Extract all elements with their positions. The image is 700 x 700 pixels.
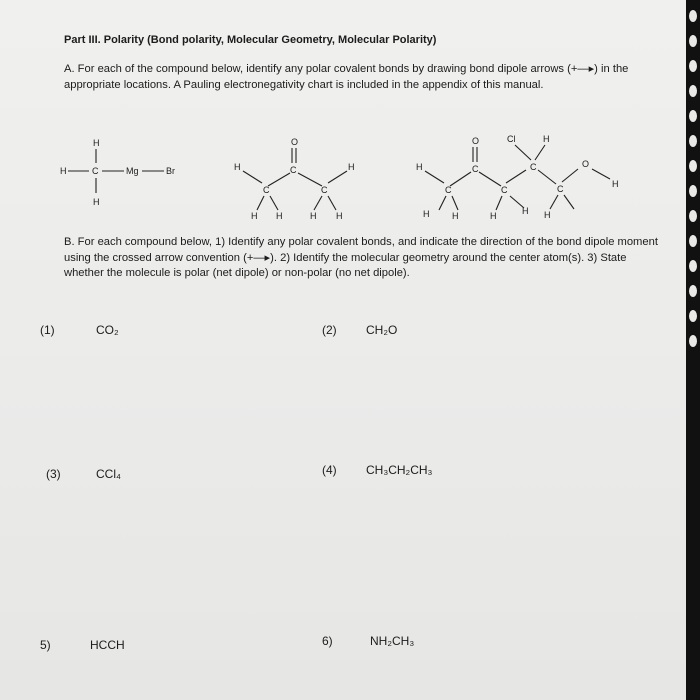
atom-c: C bbox=[445, 185, 452, 195]
binder-hole bbox=[689, 85, 697, 97]
atom-h: H bbox=[276, 211, 283, 221]
part-b-instructions bbox=[64, 235, 660, 282]
question-number: 5) bbox=[40, 638, 51, 652]
part-b-text-2: ). 2) Identify the molecular geometry around the center atom(s). 3) State whether the molecule is polar (net dipole) or non-polar (no net dipole). bbox=[64, 251, 627, 279]
binder-hole bbox=[689, 135, 697, 147]
question-formula: CCl₄ bbox=[96, 467, 121, 481]
atom-o: O bbox=[291, 137, 299, 147]
question-formula: HCCH bbox=[90, 638, 125, 652]
atom-h: H bbox=[423, 209, 430, 219]
molecule-structures bbox=[0, 0, 686, 230]
part-a-prefix: A. For each of the compound below, identify any polar covalent bonds by drawing bond dipole arrows bbox=[64, 63, 565, 75]
atom-h: H bbox=[543, 134, 550, 144]
binder-hole bbox=[689, 335, 697, 347]
atom-h: H bbox=[348, 162, 355, 172]
atom-h: H bbox=[544, 210, 551, 220]
binder-hole bbox=[689, 35, 697, 47]
binder-holes bbox=[686, 0, 700, 700]
atom-h: H bbox=[234, 162, 241, 172]
question-formula: CH₃CH₂CH₃ bbox=[366, 463, 433, 477]
part-b-text-1: B. For each compound below, 1) Identify any polar covalent bonds, and indicate the direction of the bond dipole moment using the crossed arrow convention ( bbox=[64, 236, 658, 264]
structure-ch3-mg-br bbox=[60, 138, 175, 207]
binder-hole bbox=[689, 160, 697, 172]
binder-hole bbox=[689, 260, 697, 272]
atom-h: H bbox=[522, 206, 529, 216]
atom-c: C bbox=[321, 185, 328, 195]
binder-hole bbox=[689, 285, 697, 297]
atom-c: C bbox=[92, 166, 99, 176]
binder-hole bbox=[689, 60, 697, 72]
dipole-arrow-symbol: +—▸ bbox=[246, 251, 271, 264]
atom-c: C bbox=[472, 164, 479, 174]
atom-h: H bbox=[310, 211, 317, 221]
atom-br: Br bbox=[166, 166, 175, 176]
atom-h: H bbox=[93, 138, 100, 148]
binder-hole bbox=[689, 210, 697, 222]
atom-h: H bbox=[612, 179, 619, 189]
question-number: 6) bbox=[322, 634, 333, 648]
question-number: (2) bbox=[322, 323, 337, 337]
atom-o: O bbox=[582, 159, 590, 169]
atom-c: C bbox=[530, 162, 537, 172]
atom-h: H bbox=[452, 211, 459, 221]
question-formula: CO₂ bbox=[96, 323, 119, 337]
atom-c: C bbox=[290, 165, 297, 175]
question-formula: NH₂CH₃ bbox=[370, 634, 415, 648]
atom-o: O bbox=[472, 136, 480, 146]
part-a-rest: in the appropriate locations. A Pauling electronegativity chart is included in the appendix of this manual. bbox=[64, 63, 629, 91]
atom-h: H bbox=[490, 211, 497, 221]
question-number: (4) bbox=[322, 463, 337, 477]
question-formula: CH₂O bbox=[366, 323, 398, 337]
atom-h: H bbox=[416, 162, 423, 172]
binder-hole bbox=[689, 185, 697, 197]
binder-hole bbox=[689, 110, 697, 122]
question-number: (1) bbox=[40, 323, 55, 337]
structure-acetone bbox=[234, 137, 355, 221]
atom-h: H bbox=[251, 211, 258, 221]
question-number: (3) bbox=[46, 467, 61, 481]
atom-cl: Cl bbox=[507, 134, 516, 144]
atom-c: C bbox=[263, 185, 270, 195]
structure-chloro-compound bbox=[416, 134, 619, 221]
dipole-arrow-symbol: (+—▸) bbox=[567, 63, 598, 75]
binder-hole bbox=[689, 235, 697, 247]
binder-hole bbox=[689, 10, 697, 22]
binder-hole bbox=[689, 310, 697, 322]
atom-c: C bbox=[501, 185, 508, 195]
atom-h: H bbox=[336, 211, 343, 221]
atom-h: H bbox=[93, 197, 100, 207]
atom-h: H bbox=[60, 166, 67, 176]
atom-c: C bbox=[557, 184, 564, 194]
section-title: Part III. Polarity (Bond polarity, Molecular Geometry, Molecular Polarity) bbox=[64, 34, 437, 46]
atom-mg: Mg bbox=[126, 166, 139, 176]
